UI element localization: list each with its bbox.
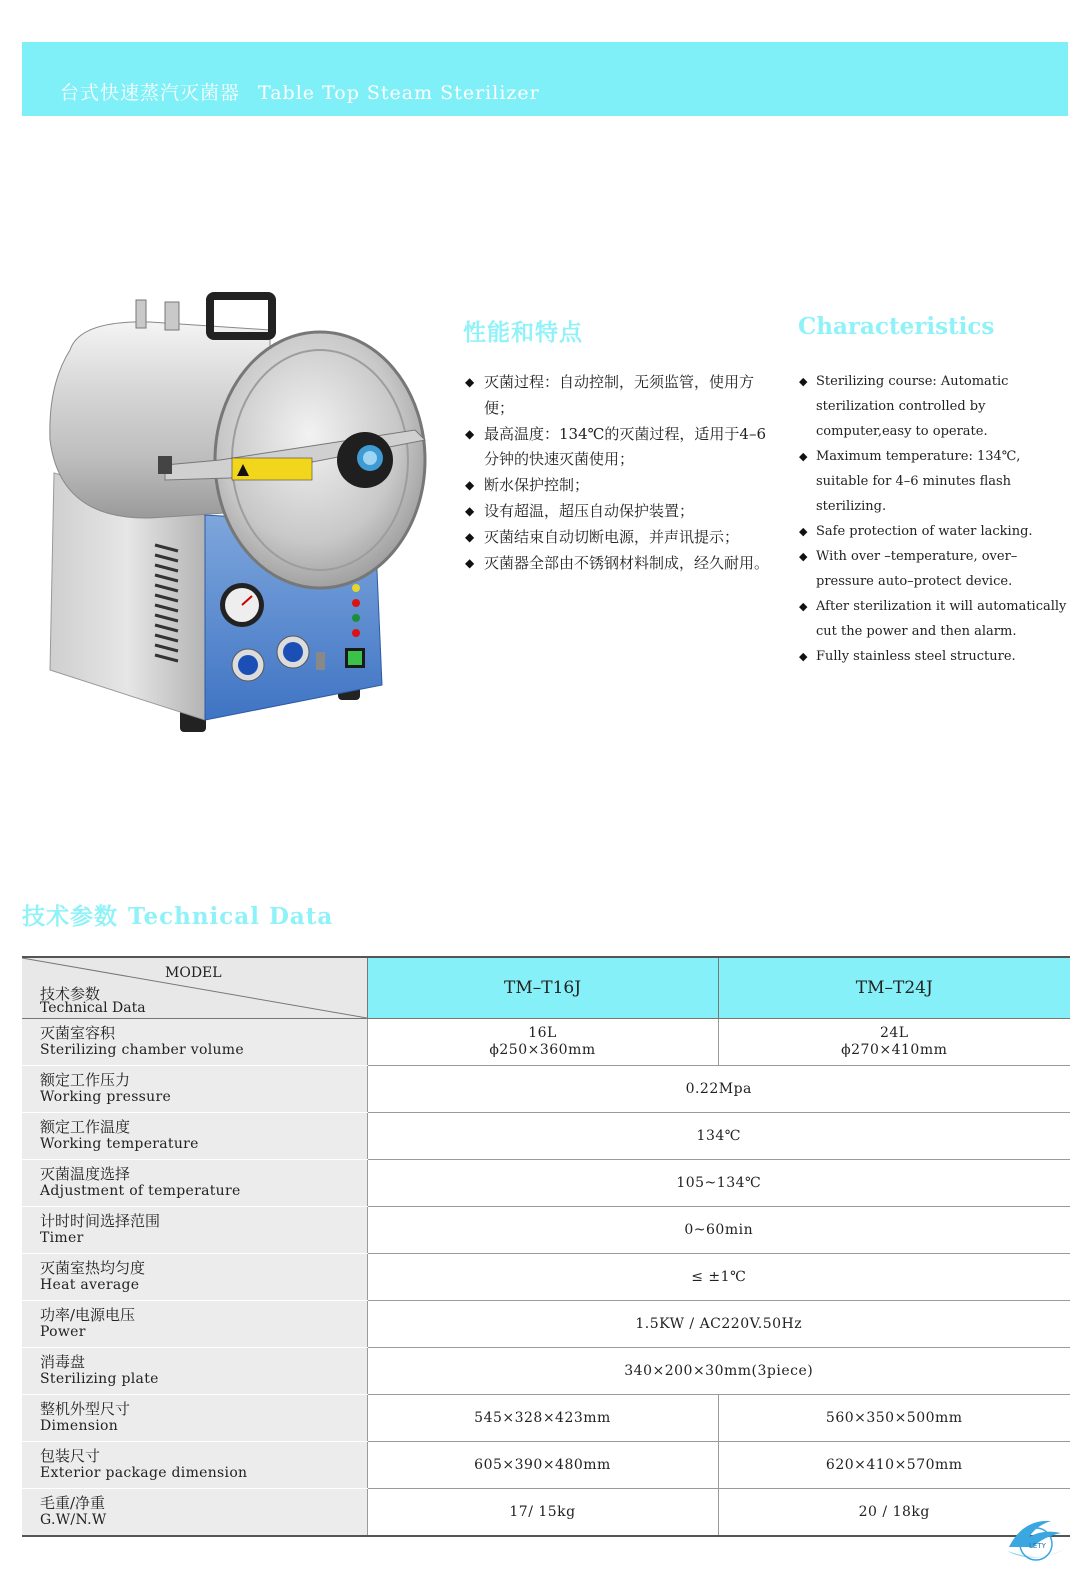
feature-item-en: ◆ With over –temperature, over–pressure auto–protect device.: [799, 544, 1074, 594]
spec-row: [22, 1395, 1070, 1442]
corner-model-label: MODEL: [165, 965, 222, 981]
spec-label-cn: 整机外型尺寸: [40, 1400, 131, 1418]
spec-label: [22, 1160, 367, 1207]
spec-label-cn: 灭菌温度选择: [40, 1165, 131, 1183]
spec-corner-cell: [22, 957, 367, 1019]
spec-value-line: ϕ270×410mm: [841, 1042, 948, 1058]
spec-value: 105~134℃: [367, 1160, 1070, 1207]
spec-value: 17/ 15kg: [367, 1489, 718, 1537]
tech-title-cn: 技术参数: [22, 903, 118, 930]
spec-label-en: G.W/N.W: [40, 1512, 107, 1528]
spec-row: [22, 1254, 1070, 1301]
spec-label-en: Dimension: [40, 1418, 119, 1434]
spec-row: [22, 1348, 1070, 1395]
spec-label-en: Exterior package dimension: [40, 1465, 248, 1481]
spec-label-cn: 额定工作温度: [40, 1118, 131, 1136]
corner-label-en: Technical Data: [40, 1000, 146, 1016]
spec-label-cn: 包装尺寸: [40, 1447, 101, 1465]
spec-label-en: Working temperature: [40, 1136, 199, 1152]
spec-row: [22, 1066, 1070, 1113]
spec-value: 0~60min: [367, 1207, 1070, 1254]
feature-item-cn: ◆ 灭菌结束自动切断电源，并声讯提示；: [465, 525, 775, 551]
feature-item-cn: ◆ 断水保护控制；: [465, 473, 775, 499]
corner-label-cn: 技术参数: [40, 985, 101, 1003]
spec-label-cn: 灭菌室热均匀度: [40, 1259, 146, 1277]
spec-value: 20 / 18kg: [718, 1489, 1070, 1537]
spec-label-cn: 消毒盘: [40, 1353, 86, 1371]
spec-value: 0.22Mpa: [367, 1066, 1070, 1113]
spec-label-cn: 计时时间选择范围: [40, 1212, 161, 1230]
spec-label-cn: 功率/电源电压: [40, 1306, 136, 1324]
spec-label-en: Heat average: [40, 1277, 140, 1293]
spec-label: [22, 1489, 367, 1537]
spec-label-cn: 额定工作压力: [40, 1071, 131, 1089]
spec-value: 545×328×423mm: [367, 1395, 718, 1442]
brand-logo: [1003, 1511, 1069, 1567]
spec-header-row: [22, 957, 1070, 1019]
tech-data-title: [22, 898, 333, 931]
spec-row: [22, 1301, 1070, 1348]
spec-label: [22, 1301, 367, 1348]
feature-item-en: ◆ Fully stainless steel structure.: [799, 644, 1074, 669]
banner-title-cn: 台式快速蒸汽灭菌器: [60, 82, 241, 104]
spec-label-en: Timer: [40, 1230, 84, 1246]
spec-label-en: Sterilizing plate: [40, 1371, 159, 1387]
header-banner: [22, 42, 1068, 116]
feature-item-cn: ◆ 灭菌过程：自动控制，无须监管，使用方便；: [465, 370, 775, 422]
spec-row: [22, 1207, 1070, 1254]
sterilizer-image: [20, 290, 440, 760]
spec-label: [22, 1442, 367, 1489]
spec-value: 134℃: [367, 1113, 1070, 1160]
features-heading-cn: 性能和特点: [463, 319, 583, 346]
spec-value: [367, 1019, 718, 1066]
spec-label-en: Working pressure: [40, 1089, 172, 1105]
spec-label-en: Adjustment of temperature: [40, 1183, 241, 1199]
spec-value: 620×410×570mm: [718, 1442, 1070, 1489]
spec-value-line: 16L: [528, 1025, 557, 1041]
spec-label: [22, 1066, 367, 1113]
spec-row: [22, 1113, 1070, 1160]
spec-value: ≤ ±1℃: [367, 1254, 1070, 1301]
model-header: TM–T24J: [718, 957, 1070, 1019]
spec-value-line: ϕ250×360mm: [489, 1042, 596, 1058]
spec-row: [22, 1019, 1070, 1066]
spec-value-line: 24L: [879, 1025, 909, 1041]
spec-label: [22, 1019, 367, 1066]
feature-item-en: ◆ Safe protection of water lacking.: [799, 519, 1074, 544]
banner-title-en: Table Top Steam Sterilizer: [258, 82, 540, 104]
model-header: TM–T16J: [367, 957, 718, 1019]
spec-label: [22, 1348, 367, 1395]
features-list-en: [799, 369, 1074, 669]
spec-value: 560×350×500mm: [718, 1395, 1070, 1442]
spec-label: [22, 1254, 367, 1301]
spec-value: 340×200×30mm(3piece): [367, 1348, 1070, 1395]
spec-label: [22, 1113, 367, 1160]
feature-item-cn: ◆ 设有超温，超压自动保护装置；: [465, 499, 775, 525]
spec-row: [22, 1489, 1070, 1537]
spec-label-en: Power: [40, 1324, 86, 1340]
features-heading-en: Characteristics: [798, 313, 995, 340]
feature-item-en: ◆ Sterilizing course: Automatic sterilization controlled by computer,easy to operate.: [799, 369, 1074, 444]
spec-row: [22, 1160, 1070, 1207]
spec-label: [22, 1395, 367, 1442]
feature-item-cn: ◆ 灭菌器全部由不锈钢材料制成，经久耐用。: [465, 551, 775, 577]
spec-value: [718, 1019, 1070, 1066]
feature-item-en: ◆ After sterilization it will automatically cut the power and then alarm.: [799, 594, 1074, 644]
banner-title: [60, 78, 540, 105]
spec-label: [22, 1207, 367, 1254]
spec-value: 605×390×480mm: [367, 1442, 718, 1489]
feature-item-cn: ◆ 最高温度：134℃的灭菌过程，适用于4–6分钟的快速灭菌使用；: [465, 422, 775, 474]
feature-item-en: ◆ Maximum temperature: 134℃, suitable for 4–6 minutes flash sterilizing.: [799, 444, 1074, 519]
logo-text: LETY: [1029, 1542, 1046, 1550]
spec-label-cn: 灭菌室容积: [40, 1024, 116, 1042]
spec-value: 1.5KW / AC220V.50Hz: [367, 1301, 1070, 1348]
tech-title-en: Technical Data: [128, 903, 334, 930]
spec-label-en: Sterilizing chamber volume: [40, 1042, 244, 1058]
spec-label-cn: 毛重/净重: [40, 1494, 106, 1512]
features-list-cn: [465, 370, 775, 576]
spec-table: [22, 956, 1070, 1537]
spec-row: [22, 1442, 1070, 1489]
